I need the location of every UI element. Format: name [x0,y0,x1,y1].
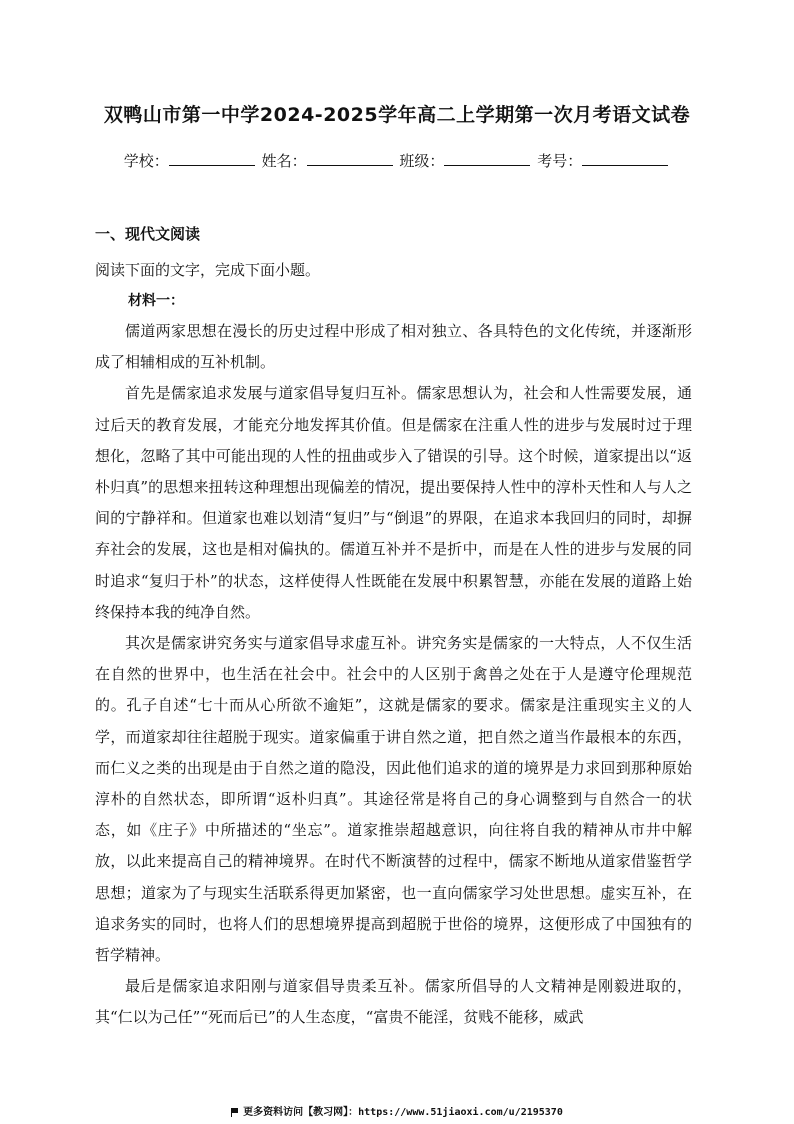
school-label: 学校： [123,152,169,170]
passage-paragraph: 其次是儒家讲究务实与道家倡导求虚互补。讲究务实是儒家的一大特点，人不仅生活在自然的世界中，也生活在社会中。社会中的人区别于禽兽之处在于人是遵守伦理规范的。孔子自述“七十而从心所欲不逾矩”，这就是儒家的要求。儒家是注重现实主义的人学，而道家却往往超脱于现实。道家偏重于讲自然之道，把自然之道当作最根本的东西，而仁义之类的出现是由于自然之道的隐没，因此他们追求的道的境界是力求回到那种原始淳朴的自然状态，即所谓“返朴归真”。其途径常是将自己的身心调整到与自然合一的状态，如《庄子》中所描述的“坐忘”。道家推崇超越意识，向往将自我的精神从市井中解放，以此来提高自己的精神境界。在时代不断演替的过程中，儒家不断地从道家借鉴哲学思想；道家为了与现实生活联系得更加紧密，也一直向儒家学习处世思想。虚实互补，在追求务实的同时，也将人们的思想境界提高到超脱于世俗的境界，这便形成了中国独有的哲学精神。 [95,634,692,965]
passage-body [95,316,692,1034]
passage-paragraph: 儒道两家思想在漫长的历史过程中形成了相对独立、各具特色的文化传统，并逐渐形成了相辅相成的互补机制。 [95,322,692,372]
section-heading: 一、现代文阅读 [95,225,201,243]
footer-note[interactable] [0,1103,794,1118]
material-label: 材料一： [128,293,184,309]
exam-number-blank[interactable] [582,151,668,166]
flag-icon [231,1108,239,1117]
name-blank[interactable] [307,151,393,166]
class-label: 班级： [399,152,445,170]
exam-number-label: 考号： [537,152,583,170]
exam-title: 双鸭山市第一中学2024-2025学年高二上学期第一次月考语文试卷 [103,104,691,126]
passage-paragraph: 最后是儒家追求阳刚与道家倡导贵柔互补。儒家所倡导的人文精神是刚毅进取的，其“仁以为己任”“死而后已”的人生态度，“富贵不能淫，贫贱不能移，威武 [95,977,692,1027]
student-info-row [0,150,794,171]
school-blank[interactable] [169,151,255,166]
passage-paragraph: 首先是儒家追求发展与道家倡导复归互补。儒家思想认为，社会和人性需要发展，通过后天的教育发展，才能充分地发挥其价值。但是儒家在注重人性的进步与发展时过于理想化，忽略了其中可能出现的人性的扭曲或步入了错误的引导。这个时候，道家提出以“返朴归真”的思想来扭转这种理想出现偏差的情况，提出要保持人性中的淳朴天性和人与人之间的宁静祥和。但道家也难以划清“复归”与“倒退”的界限，在追求本我回归的同时，却摒弃社会的发展，这也是相对偏执的。儒道互补并不是折中，而是在人性的进步与发展的同时追求“复归于朴”的状态，这样使得人性既能在发展中积累智慧，亦能在发展的道路上始终保持本我的纯净自然。 [95,384,692,621]
name-label: 姓名： [261,152,307,170]
footer-link-text[interactable]: 更多资料访问【教习网】：https://www.51jiaoxi.com/u/2195370 [243,1107,563,1118]
class-blank[interactable] [444,151,530,166]
reading-instruction: 阅读下面的文字，完成下面小题。 [95,261,321,279]
